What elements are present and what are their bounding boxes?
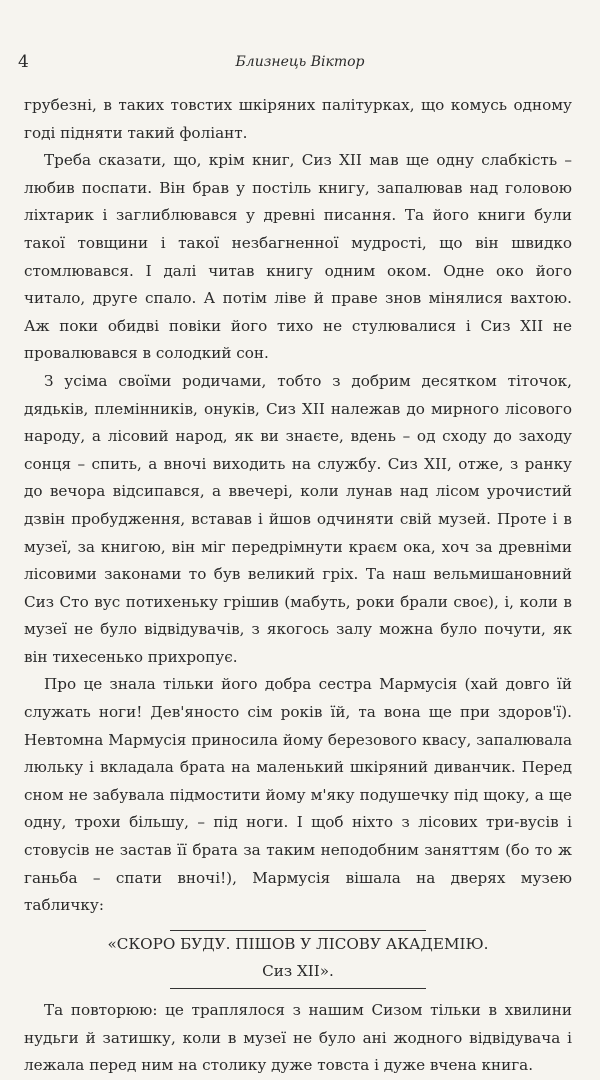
paragraph-continued: грубезні, в таких товстих шкіряних палітурках, що комусь одному годі підняти такий фоліант. <box>24 96 572 142</box>
paragraph: З усіма своїми родичами, тобто з добрим десятком тіточок, дядьків, племінників, онуків, Сиз XII належав до мирного лісового народу, а лісовий народ, як ви знаєте, вдень – од сходу до заходу сонця – спить, а вночі виходить на службу. Сиз XII, отже, з ранку до вечора відсипався, а ввечері, коли лунав над лісом урочистий дзвін пробудження, вставав і йшов одчиняти свій музей. Проте і в музеї, за книгою, він міг передрімнути краєм ока, хоч за древніми лісовими законами то був великий гріх. Та наш вельмишановний Сиз Сто вус потихеньку грішив (мабуть, роки брали своє), і, коли в музеї не було відвідувачів, з якогось залу можна було почути, як він тихесенько прихропує. <box>24 371 572 666</box>
notice-line-2: Сиз XII». <box>262 962 334 981</box>
paragraph: Про це знала тільки його добра сестра Мармусія (хай довго їй служать ноги! Дев'яносто сім років їй, та вона ще при здоров'ї). Невтомна Мармусія приносила йому березового квасу, запалювала люльку і вкладала брата на маленький шкіряний диванчик. Перед сном не забувала підмостити йому м'яку подушечку під щоку, а ще одну, трохи більшу, – під ноги. І щоб ніхто з лісових три-вусів і стовусів не застав її брата за таким неподобним заняттям (бо то ж ганьба – спати вночі!), Мармусія вішала на дверях музею табличку: <box>24 675 572 915</box>
closing-paragraph: Та повторюю: це траплялося з нашим Сизом тільки в хвилини нудьги й затишку, коли в музеї не було ані жодного відвідувача і лежала перед ним на столику дуже товста і дуже вчена книга. <box>24 1001 572 1075</box>
paragraph: Треба сказати, що, крім книг, Сиз XII мав ще одну слабкість – любив поспати. Він брав у постіль книгу, запалював над головою ліхтарик і заглиблювався у древні писання. Та його книги були такої товщини і такої незбагненної мудрості, що він швидко стомлювався. І далі читав книгу одним оком. Одне око його читало, друге спало. А потім ліве й праве знов мінялися вахтою. Аж поки обидві повіки його тихо не стулювалися і Сиз XII не провалювався в солодкий сон. <box>24 151 572 363</box>
notice-line-1: «СКОРО БУДУ. ПІШОВ У ЛІСОВУ АКАДЕМІЮ. <box>107 934 489 953</box>
running-title: Близнець Віктор <box>235 54 365 70</box>
page-number: 4 <box>18 52 29 72</box>
page-body <box>24 92 572 1080</box>
page-header <box>18 52 582 76</box>
notice-bottom-rule <box>170 988 426 989</box>
museum-notice <box>24 930 572 989</box>
